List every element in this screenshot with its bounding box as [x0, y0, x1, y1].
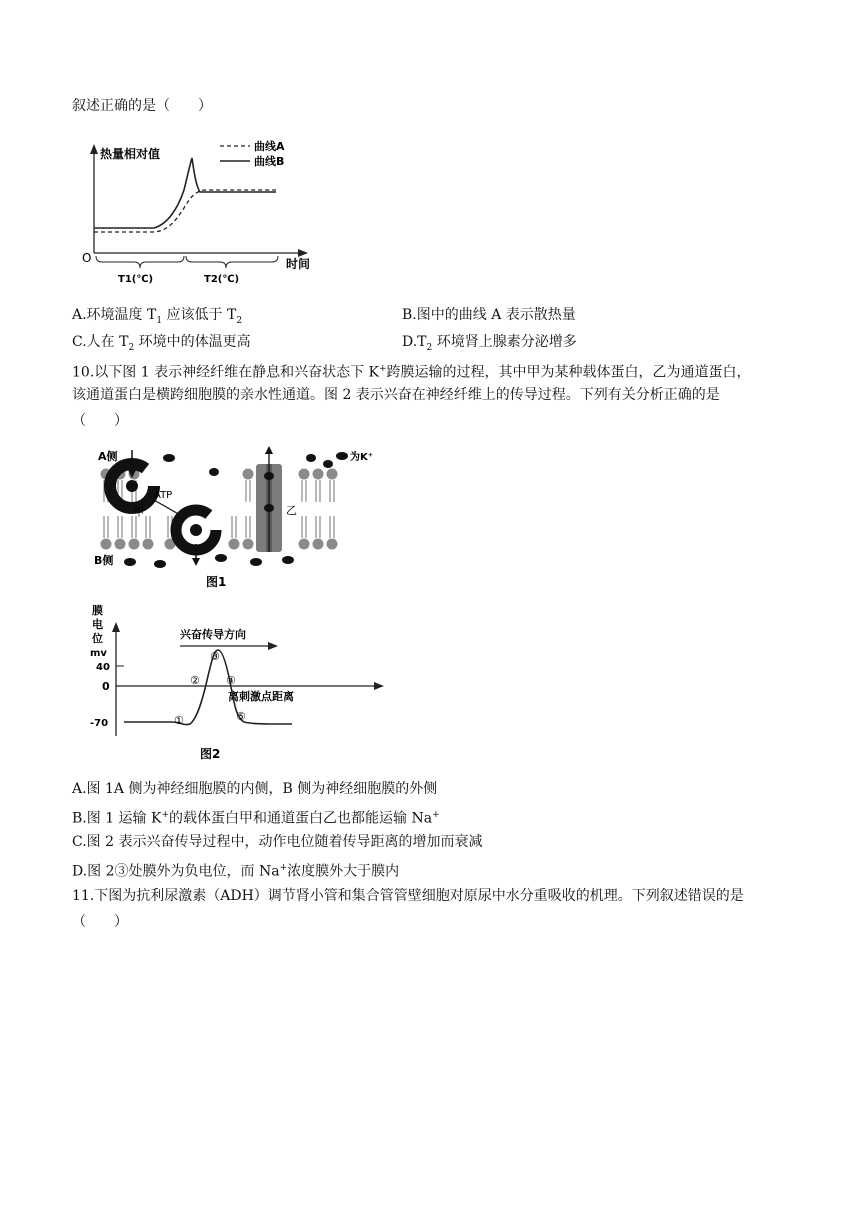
q10-figure-2	[88, 602, 388, 766]
y-axis-arrow	[90, 144, 98, 154]
q10-option-a[interactable]: A.图 1A 侧为神经细胞膜的内侧，B 侧为神经细胞膜的外侧	[72, 781, 438, 797]
tick-neg70: -70	[90, 718, 109, 729]
t2-label: T2(℃)	[204, 274, 240, 285]
q10-stem-line2: 该通道蛋白是横跨细胞膜的亲水性通道。图 2 表示兴奋在神经纤维上的传导过程。下列有关分析正确的是	[72, 387, 720, 403]
point-1: ①	[174, 714, 184, 727]
jia-label: 甲	[134, 508, 144, 519]
q10-figure-1	[88, 444, 378, 592]
action-potential-curve	[124, 650, 292, 725]
y-unit: mv	[90, 648, 107, 659]
x-axis-label: 时间	[286, 257, 311, 271]
b-side-label: B侧	[94, 554, 114, 567]
tick-40: 40	[96, 662, 110, 673]
legend-b-label: 曲线B	[254, 155, 285, 168]
q10-option-c[interactable]: C.图 2 表示兴奋传导过程中，动作电位随着传导距离的增加而衰减	[72, 834, 483, 850]
q9-heat-figure	[80, 128, 340, 293]
q9-option-b[interactable]: B.图中的曲线 A 表示散热量	[402, 307, 576, 323]
curve-b	[94, 158, 276, 228]
origin-label: O	[82, 251, 92, 265]
curve-a	[94, 190, 276, 232]
y-label-1: 膜	[92, 604, 103, 617]
figure-2-caption: 图2	[200, 747, 221, 761]
y-axis-label: 热量相对值	[100, 147, 161, 161]
x-axis-arrow	[298, 249, 308, 257]
point-4: ④	[226, 674, 236, 687]
atp-label: ATP	[154, 490, 173, 501]
k-legend-label: 为K⁺	[350, 452, 374, 463]
t2-brace	[186, 256, 278, 268]
figure-1-caption: 图1	[206, 575, 227, 589]
q11-stem-line2: （ ）	[72, 914, 128, 930]
point-3: ③	[210, 650, 220, 663]
legend-a-label: 曲线A	[254, 140, 285, 153]
q10-option-b[interactable]: B.图 1 运输 K+的载体蛋白甲和通道蛋白乙也都能运输 Na+	[72, 810, 440, 827]
tick-0: 0	[102, 680, 110, 693]
q9-option-a[interactable]: A.环境温度 $T_1$ 应该低于 $T_2$	[72, 307, 243, 326]
a-side-label: A侧	[98, 450, 118, 463]
y-label-2: 电	[92, 618, 103, 631]
yi-label: 乙	[286, 504, 297, 517]
q9-option-c[interactable]: C.人在 $T_2$ 环境中的体温更高	[72, 334, 251, 353]
q9-option-d[interactable]: $D.T_2$ 环境肾上腺素分泌增多	[402, 334, 577, 353]
channel-protein-yi	[256, 446, 282, 552]
q11-stem-line1: 11.下图为抗利尿激素（ADH）调节肾小管和集合管管壁细胞对原尿中水分重吸收的机理。下列叙述错误的是	[72, 888, 744, 904]
t1-brace	[96, 256, 184, 268]
q9-stem-tail: 叙述正确的是（ ）	[72, 98, 212, 114]
y-label-3: 位	[92, 632, 103, 645]
x-axis-arrow	[374, 682, 384, 690]
point-2: ②	[190, 674, 200, 687]
direction-arrow-head	[268, 642, 278, 650]
q10-option-d[interactable]: D.图 2③处膜外为负电位，而 Na+浓度膜外大于膜内	[72, 863, 400, 880]
point-5: ⑤	[236, 710, 246, 723]
q10-stem-line3: （ ）	[72, 413, 128, 429]
t1-label: T1(℃)	[118, 274, 154, 285]
x-axis-label: 离刺激点距离	[228, 690, 294, 703]
carrier-protein-jia-inward	[176, 510, 216, 566]
direction-label: 兴奋传导方向	[180, 628, 246, 641]
y-axis-arrow	[112, 622, 120, 632]
k-legend-dot	[336, 452, 348, 460]
q10-stem-line1: 10.以下图 1 表示神经纤维在静息和兴奋状态下 K+跨膜运输的过程，其中甲为某种载体蛋白，乙为通道蛋白，	[72, 364, 751, 381]
